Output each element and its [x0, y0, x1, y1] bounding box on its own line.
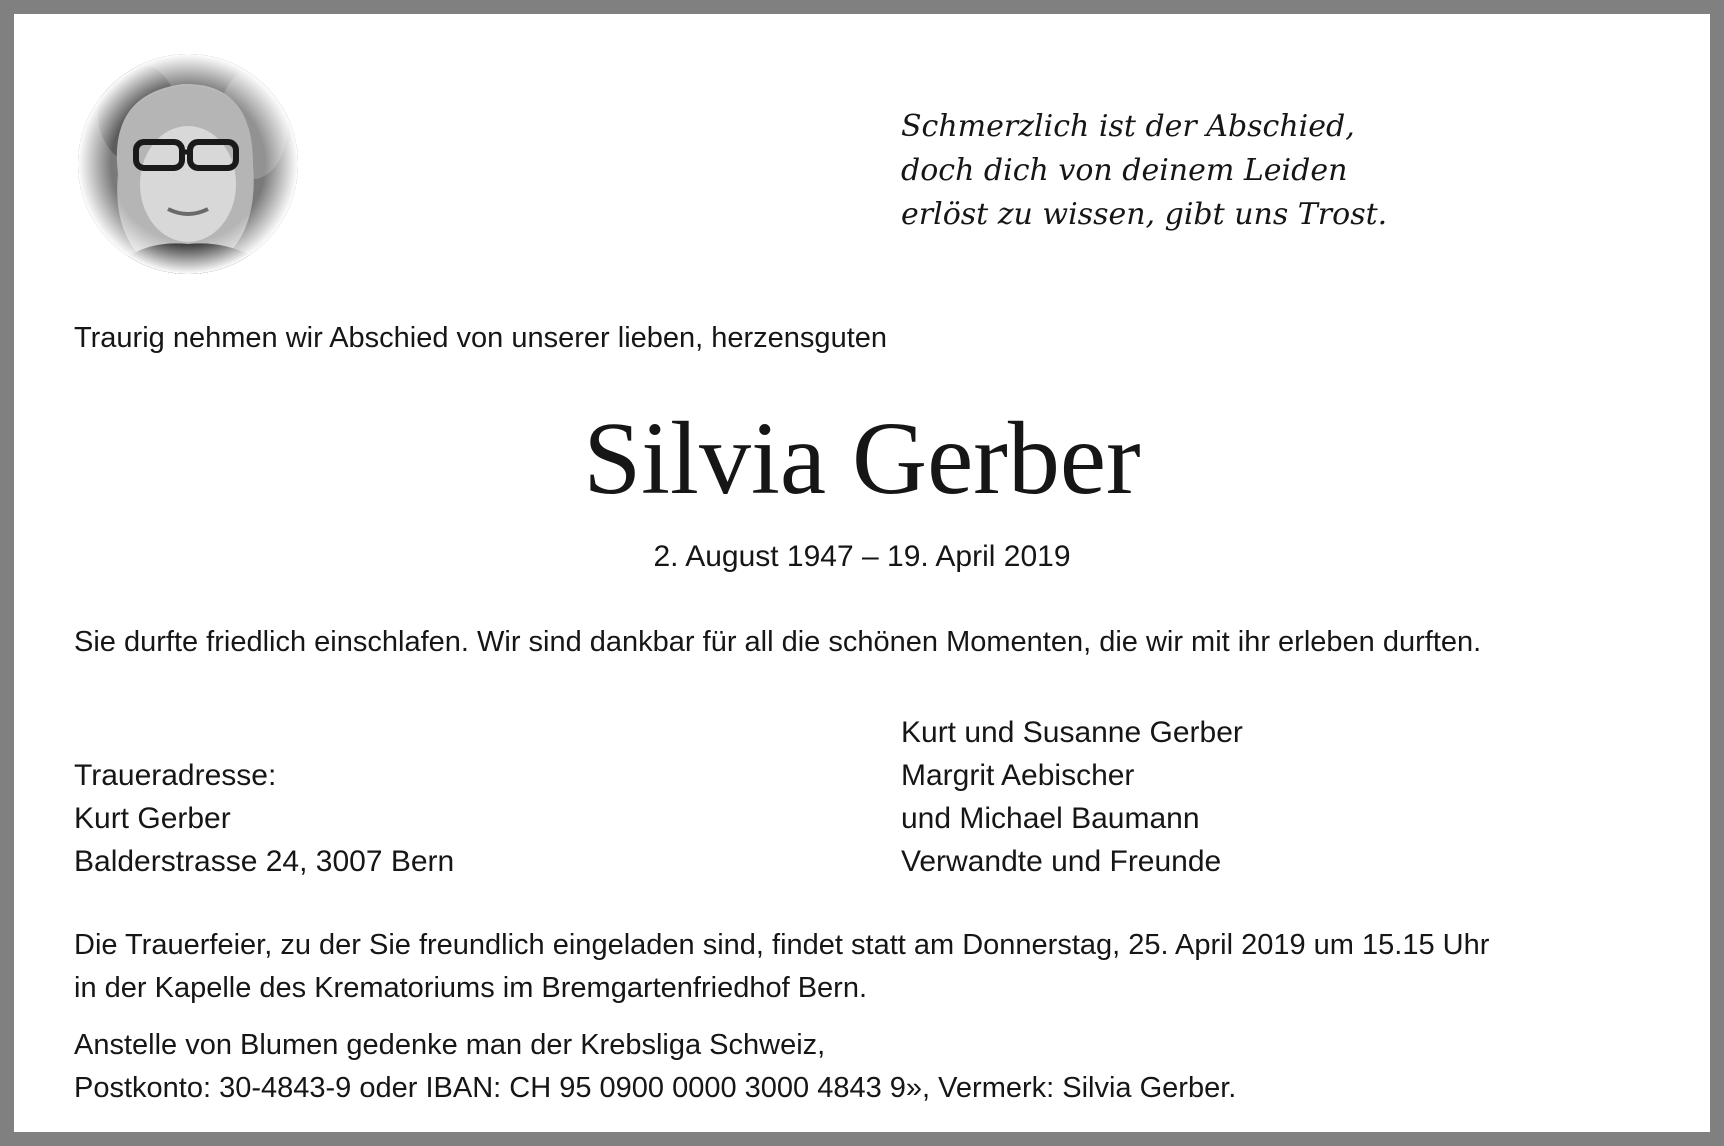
- memorial-verse: [901, 105, 1601, 237]
- mourners-list: [901, 711, 1243, 883]
- life-dates: 2. August 1947 – 19. April 2019: [653, 540, 1071, 573]
- farewell-message: Sie durfte friedlich einschlafen. Wir sind dankbar für all die schönen Momenten, die wir mit ihr erleben durften.: [74, 626, 1482, 658]
- donation-info: [74, 1024, 1236, 1110]
- portrait-photo: [78, 54, 298, 274]
- portrait-illustration: [78, 54, 298, 274]
- intro-text: Traurig nehmen wir Abschied von unserer lieben, herzensguten: [74, 322, 888, 354]
- mourner-line: Kurt und Susanne Gerber: [901, 716, 1243, 749]
- ceremony-line: in der Kapelle des Krematoriums im Bremgartenfriedhof Bern.: [74, 972, 868, 1004]
- address-label: Traueradresse:: [74, 759, 277, 792]
- mourner-line: Margrit Aebischer: [901, 759, 1135, 792]
- verse-line: erlöst zu wissen, gibt uns Trost.: [901, 197, 1388, 232]
- address-line: Balderstrasse 24, 3007 Bern: [74, 845, 455, 878]
- address-line: Kurt Gerber: [74, 802, 231, 835]
- mourner-line: und Michael Baumann: [901, 802, 1200, 835]
- donation-line: Anstelle von Blumen gedenke man der Krebsliga Schweiz,: [74, 1029, 826, 1061]
- mourning-address: [74, 754, 454, 883]
- deceased-name: Silvia Gerber: [583, 401, 1141, 516]
- obituary-page: [14, 14, 1710, 1132]
- verse-line: doch dich von deinem Leiden: [901, 153, 1348, 188]
- ceremony-info: [74, 924, 1489, 1010]
- donation-line: Postkonto: 30-4843-9 oder IBAN: CH 95 0900 0000 3000 4843 9», Vermerk: Silvia Gerber.: [74, 1072, 1237, 1104]
- verse-line: Schmerzlich ist der Abschied,: [901, 109, 1355, 144]
- ceremony-line: Die Trauerfeier, zu der Sie freundlich eingeladen sind, findet statt am Donnerstag, 25. April 2019 um 15.15 Uhr: [74, 929, 1490, 961]
- mourner-line: Verwandte und Freunde: [901, 845, 1222, 878]
